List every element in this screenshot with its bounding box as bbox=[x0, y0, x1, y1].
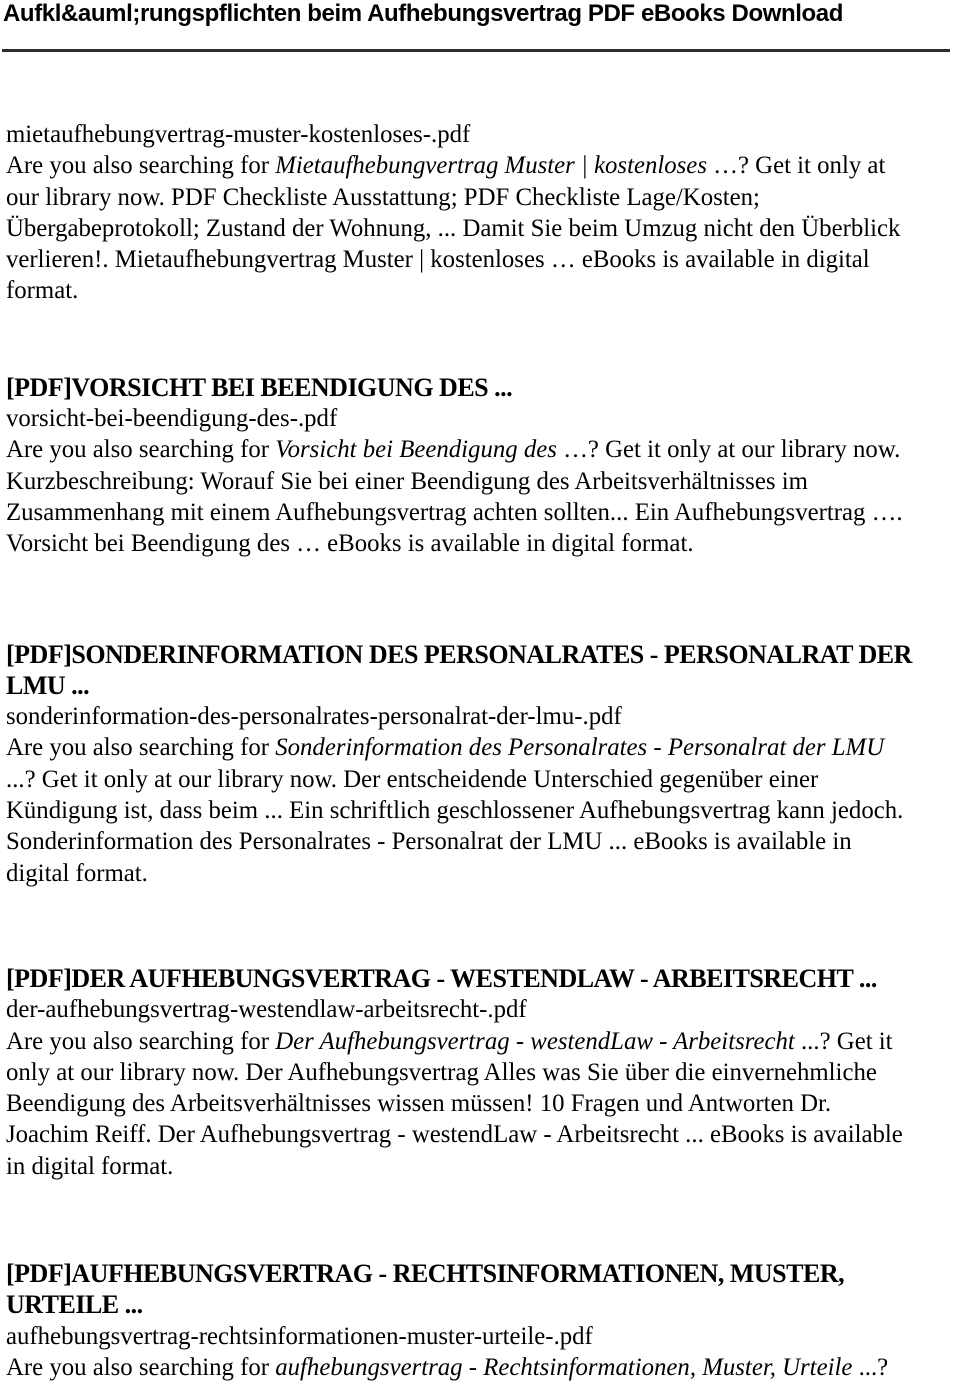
result-text-line bbox=[6, 434, 956, 465]
result-heading-line: [PDF]DER AUFHEBUNGSVERTRAG - WESTENDLAW - ARBEITSRECHT ... bbox=[6, 963, 877, 993]
result-heading-line: LMU ... bbox=[6, 670, 90, 700]
result-text-line bbox=[6, 701, 956, 732]
result-text-line bbox=[6, 244, 956, 275]
result-text-line bbox=[6, 826, 956, 857]
text-segment: Übergabeprotokoll; Zustand der Wohnung, ... Damit Sie beim Umzug nicht den Überblick bbox=[6, 214, 901, 242]
result-text-line bbox=[6, 528, 956, 559]
result-heading-line: URTEILE ... bbox=[6, 1290, 143, 1320]
pdf-result-section bbox=[6, 1258, 956, 1383]
text-segment: our library now. PDF Checkliste Ausstattung; PDF Checkliste Lage/Kosten; bbox=[6, 183, 760, 211]
text-segment: Are you also searching for bbox=[6, 1353, 276, 1381]
result-text-line bbox=[6, 213, 956, 244]
sections bbox=[6, 0, 956, 1383]
search-title-italic: Sonderinformation des Personalrates - Personalrat der LMU bbox=[275, 734, 885, 762]
result-text-line bbox=[6, 732, 956, 763]
result-text-line bbox=[6, 795, 956, 826]
result-text-line bbox=[6, 994, 956, 1025]
search-title-italic: Der Aufhebungsvertrag - westendLaw - Arbeitsrecht bbox=[275, 1027, 795, 1055]
text-segment: Joachim Reiff. Der Aufhebungsvertrag - westendLaw - Arbeitsrecht ... eBooks is available bbox=[6, 1121, 903, 1149]
search-title-italic: Mietaufhebungvertrag Muster | kostenloses bbox=[275, 152, 707, 180]
text-segment: ...? bbox=[852, 1353, 889, 1381]
result-heading-line: [PDF]AUFHEBUNGSVERTRAG - RECHTSINFORMATIONEN, MUSTER, bbox=[6, 1259, 845, 1289]
result-text-line bbox=[6, 182, 956, 213]
text-segment: Zusammenhang mit einem Aufhebungsvertrag achten sollten... Ein Aufhebungsvertrag …. bbox=[6, 498, 903, 526]
text-segment: ...? Get it bbox=[794, 1027, 893, 1055]
result-text-line bbox=[6, 275, 956, 306]
text-segment: der-aufhebungsvertrag-westendlaw-arbeitsrecht-.pdf bbox=[6, 996, 527, 1024]
text-segment: Kündigung ist, dass beim ... Ein schriftlich geschlossener Aufhebungsvertrag kann jedoch. bbox=[6, 797, 904, 825]
result-heading-line: [PDF]SONDERINFORMATION DES PERSONALRATES - PERSONALRAT DER bbox=[6, 639, 912, 669]
result-text-line bbox=[6, 403, 956, 434]
text-segment: sonderinformation-des-personalrates-personalrat-der-lmu-.pdf bbox=[6, 703, 622, 731]
text-segment: aufhebungsvertrag-rechtsinformationen-muster-urteile-.pdf bbox=[6, 1322, 593, 1350]
result-text-line bbox=[6, 150, 956, 181]
pdf-result-section bbox=[6, 963, 956, 1182]
result-text-line bbox=[6, 119, 956, 150]
result-text-line bbox=[6, 1088, 956, 1119]
text-segment: ...? Get it only at our library now. Der entscheidende Unterschied gegenüber einer bbox=[6, 765, 819, 793]
result-text-line bbox=[6, 858, 956, 889]
text-segment: Are you also searching for bbox=[6, 1027, 276, 1055]
text-segment: Are you also searching for bbox=[6, 734, 276, 762]
result-text-line bbox=[6, 1057, 956, 1088]
text-segment: vorsicht-bei-beendigung-des-.pdf bbox=[6, 405, 338, 433]
result-text-line bbox=[6, 1352, 956, 1383]
text-segment: Sonderinformation des Personalrates - Personalrat der LMU ... eBooks is available in bbox=[6, 828, 852, 856]
text-segment: …? Get it only at our library now. bbox=[556, 436, 901, 464]
result-text-line bbox=[6, 497, 956, 528]
text-segment: verlieren!. Mietaufhebungvertrag Muster | kostenloses … eBooks is available in digital bbox=[6, 246, 870, 274]
text-segment: Are you also searching for bbox=[6, 152, 276, 180]
pdf-result-section bbox=[6, 119, 956, 307]
text-segment: Are you also searching for bbox=[6, 436, 276, 464]
result-heading-line: [PDF]VORSICHT BEI BEENDIGUNG DES ... bbox=[6, 372, 513, 402]
text-segment: Vorsicht bei Beendigung des … eBooks is available in digital format. bbox=[6, 530, 694, 558]
pdf-result-section bbox=[6, 372, 956, 560]
text-segment: format. bbox=[6, 277, 79, 305]
text-segment: …? Get it only at bbox=[706, 152, 886, 180]
search-title-italic: aufhebungsvertrag - Rechtsinformationen, Muster, Urteile bbox=[275, 1353, 853, 1381]
result-text-line bbox=[6, 1151, 956, 1182]
text-segment: digital format. bbox=[6, 859, 148, 887]
result-text-line bbox=[6, 466, 956, 497]
search-title-italic: Vorsicht bei Beendigung des bbox=[275, 436, 557, 464]
page-title: Aufkl&auml;rungspflichten beim Aufhebungsvertrag PDF eBooks Download bbox=[3, 0, 843, 27]
text-segment: Beendigung des Arbeitsverhältnisses wissen müssen! 10 Fragen und Antworten Dr. bbox=[6, 1090, 832, 1118]
result-text-line bbox=[6, 1119, 956, 1150]
text-segment: only at our library now. Der Aufhebungsvertrag Alles was Sie über die einvernehmliche bbox=[6, 1058, 877, 1086]
result-text-line bbox=[6, 764, 956, 795]
result-text-line bbox=[6, 1321, 956, 1352]
text-segment: Kurzbeschreibung: Worauf Sie bei einer Beendigung des Arbeitsverhältnisses im bbox=[6, 467, 808, 495]
text-segment: mietaufhebungvertrag-muster-kostenloses-.pdf bbox=[6, 121, 471, 148]
text-segment: in digital format. bbox=[6, 1152, 174, 1180]
pdf-result-section bbox=[6, 639, 956, 889]
result-text-line bbox=[6, 1026, 956, 1057]
